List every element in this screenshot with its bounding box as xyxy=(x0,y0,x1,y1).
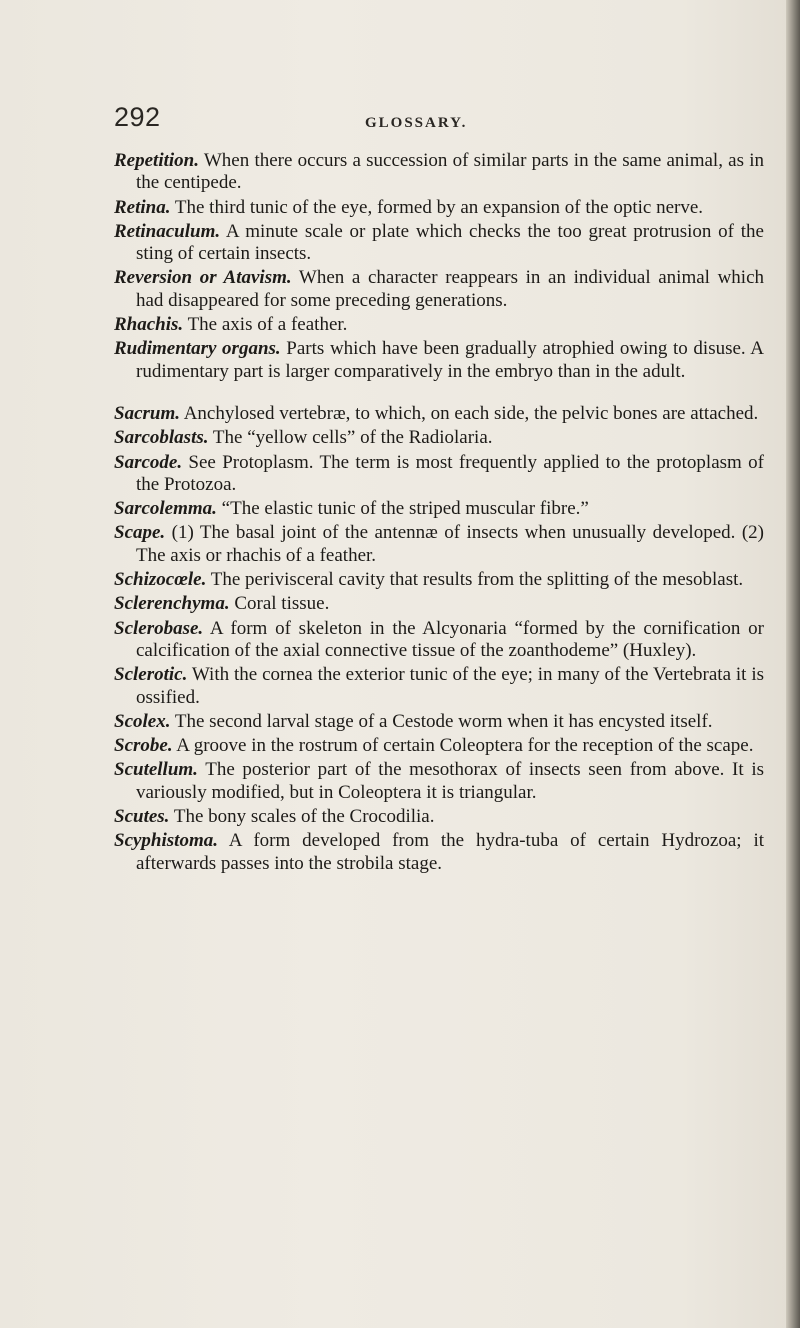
entry-definition: The bony scales of the Crocodilia. xyxy=(169,806,435,828)
glossary-entry xyxy=(114,452,764,497)
entry-term: Sclerotic. xyxy=(114,664,188,686)
glossary-entry xyxy=(114,150,764,195)
glossary-entry xyxy=(114,403,764,425)
entry-definition: Anchylosed vertebræ, to which, on each side, the pelvic bones are attached. xyxy=(180,402,759,424)
entry-definition: With the cornea the exterior tunic of the eye; in many of the Vertebrata it is ossified. xyxy=(136,664,764,708)
entry-term: Retinaculum. xyxy=(114,220,221,242)
glossary-entry xyxy=(114,618,764,663)
glossary-entry xyxy=(114,522,764,567)
entry-definition: The posterior part of the mesothorax of insects seen from above. It is variously modified, but in Coleoptera it is triangular. xyxy=(136,759,764,803)
glossary-entry xyxy=(114,735,764,757)
glossary-entry xyxy=(114,830,764,875)
page-gutter-shadow xyxy=(786,0,800,1328)
entry-definition: “The elastic tunic of the striped muscular fibre.” xyxy=(216,498,589,520)
entry-definition: When there occurs a succession of similar parts in the same animal, as in the centipede. xyxy=(136,150,764,194)
glossary-entry xyxy=(114,338,764,383)
entry-term: Scrobe. xyxy=(114,735,173,757)
glossary-entries xyxy=(114,150,764,877)
entry-term: Scutes. xyxy=(114,806,170,828)
running-head: GLOSSARY. xyxy=(365,115,468,131)
glossary-entry xyxy=(114,498,764,520)
entry-term: Reversion or Atavism. xyxy=(114,267,292,289)
entry-term: Scyphistoma. xyxy=(114,830,218,852)
entry-term: Sclerobase. xyxy=(114,617,204,639)
glossary-entry xyxy=(114,314,764,336)
entry-definition: Coral tissue. xyxy=(229,593,330,615)
entry-term: Sclerenchyma. xyxy=(114,593,230,615)
entry-definition: The axis of a feather. xyxy=(183,314,348,336)
entry-term: Scolex. xyxy=(114,710,171,732)
glossary-entry xyxy=(114,267,764,312)
entry-term: Rhachis. xyxy=(114,314,184,336)
entry-term: Sarcode. xyxy=(114,451,183,473)
entry-term: Sarcolemma. xyxy=(114,498,217,520)
entry-definition: The “yellow cells” of the Radiolaria. xyxy=(208,427,493,449)
page-number: 292 xyxy=(114,102,161,132)
entry-definition: A minute scale or plate which checks the too great protrusion of the sting of certain insects. xyxy=(136,220,764,265)
glossary-entry xyxy=(114,427,764,449)
glossary-entry xyxy=(114,711,764,733)
glossary-entry xyxy=(114,569,764,591)
glossary-entry xyxy=(114,806,764,828)
entry-term: Scape. xyxy=(114,522,166,544)
entry-term: Schizocœle. xyxy=(114,569,207,591)
entry-definition: The third tunic of the eye, formed by an expansion of the optic nerve. xyxy=(170,196,704,218)
page-header xyxy=(114,102,754,142)
glossary-entry xyxy=(114,759,764,804)
entry-definition: The second larval stage of a Cestode worm when it has encysted itself. xyxy=(170,710,713,732)
entry-definition: When a character reappears in an individual animal which had disappeared for some preceding generations. xyxy=(136,267,764,311)
entry-definition: (1) The basal joint of the antennæ of insects when unusually developed. (2) The axis or rhachis of a feather. xyxy=(136,522,764,566)
entry-definition: A form developed from the hydra-tuba of certain Hydrozoa; it afterwards passes into the strobila stage. xyxy=(136,830,764,874)
entry-term: Rudimentary organs. xyxy=(114,338,281,360)
glossary-entry xyxy=(114,197,764,219)
entry-term: Sacrum. xyxy=(114,402,180,424)
entry-term: Retina. xyxy=(114,196,171,218)
entry-term: Sarcoblasts. xyxy=(114,427,209,449)
glossary-entry xyxy=(114,664,764,709)
entry-term: Scutellum. xyxy=(114,759,198,781)
glossary-entry xyxy=(114,221,764,266)
entry-definition: See Protoplasm. The term is most frequently applied to the protoplasm of the Protozoa. xyxy=(136,451,764,495)
entry-definition: A form of skeleton in the Alcyonaria “formed by the cornification or calcification of the axial connective tissue of the zoanthodeme” (Huxley). xyxy=(136,617,764,661)
entry-term: Repetition. xyxy=(114,150,199,171)
entry-definition: Parts which have been gradually atrophied owing to disuse. A rudimentary part is larger comparatively in the embryo than in the adult. xyxy=(136,338,764,382)
entry-definition: The perivisceral cavity that results from the splitting of the mesoblast. xyxy=(206,569,744,591)
glossary-entry xyxy=(114,593,764,615)
entry-definition: A groove in the rostrum of certain Coleoptera for the reception of the scape. xyxy=(172,735,754,757)
